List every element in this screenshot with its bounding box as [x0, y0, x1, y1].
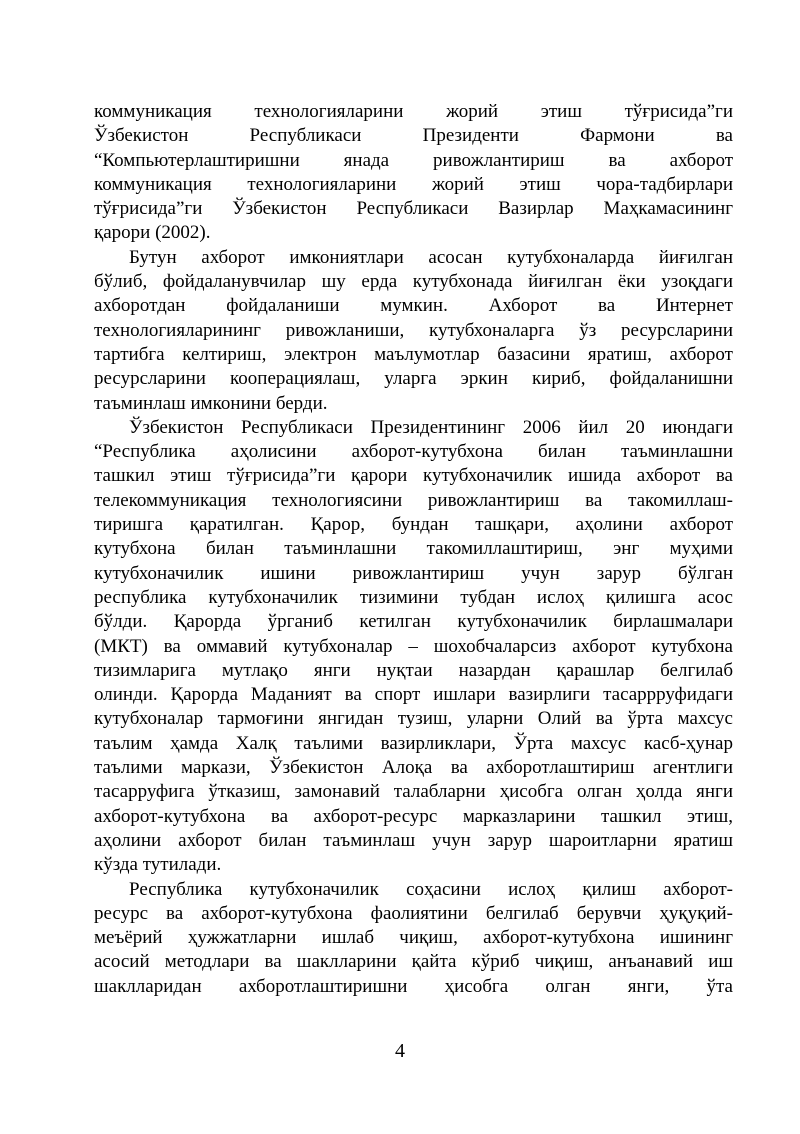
text-line: тасарруфига ўтказиш, замонавий талабларни ҳисобга олган ҳолда янги	[94, 781, 733, 803]
paragraph	[94, 878, 733, 999]
paragraph	[94, 246, 733, 416]
text-line: ресурсларини кооперациялаш, уларга эркин кириб, фойдаланишни	[94, 368, 733, 390]
text-line: кўзда тутилади.	[94, 854, 222, 876]
text-line: телекоммуникация технологиясини ривожлантириш ва такомиллаш-	[94, 489, 733, 511]
text-line: асосий методлари ва шаклларини қайта кўриб чиқиш, анъанавий иш	[94, 951, 733, 973]
text-line: Ўзбекистон Республикаси Президенти Фармони ва	[94, 125, 733, 147]
text-line: кутубхона билан таъминлашни такомиллаштириш, энг муҳими	[94, 538, 733, 560]
text-line: аҳолини ахборот билан таъминлаш учун зарур шароитларни яратиш	[94, 829, 733, 851]
text-line: олинди. Қарорда Маданият ва спорт ишлари вазирлиги тасаррруфидаги	[94, 684, 733, 706]
text-line: коммуникация технологияларини жорий этиш чора-тадбирлари	[94, 173, 733, 195]
paragraph	[94, 416, 733, 878]
text-line: республика кутубхоначилик тизимини тубдан ислоҳ қилишга асос	[94, 586, 733, 608]
text-line: “Компьютерлаштиришни янада ривожлантириш ва ахборот	[94, 149, 733, 171]
text-line: тизимларига мутлақо янги нуқтаи назардан қарашлар белгилаб	[94, 659, 733, 681]
text-line: шаклларидан ахборотлаштиришни ҳисобга олган янги, ўта	[94, 975, 733, 997]
page-number: 4	[395, 1040, 405, 1062]
text-line: таълим ҳамда Халқ таълими вазирликлари, Ўрта махсус касб-ҳунар	[94, 732, 733, 754]
text-line: таълими маркази, Ўзбекистон Алоқа ва ахборотлаштириш агентлиги	[94, 757, 733, 779]
text-line: Бутун ахборот имкониятлари асосан кутубхоналарда йиғилган	[129, 246, 733, 268]
text-line: ахборот-кутубхона ва ахборот-ресурс марказларини ташкил этиш,	[94, 805, 733, 827]
text-line: қарори (2002).	[94, 222, 211, 244]
text-line: тиришга қаратилган. Қарор, бундан ташқари, аҳолини ахборот	[94, 514, 733, 536]
text-line: таъминлаш имконини берди.	[94, 392, 328, 414]
text-line: Республика кутубхоначилик соҳасини ислоҳ қилиш ахборот-	[129, 878, 733, 900]
text-line: ресурс ва ахборот-кутубхона фаолиятини белгилаб берувчи ҳуқуқий-	[94, 902, 733, 924]
text-line: (МКТ) ва оммавий кутубхоналар – шохобчаларсиз ахборот кутубхона	[94, 635, 733, 657]
text-line: ташкил этиш тўғрисида”ги қарори кутубхоначилик ишида ахборот ва	[94, 465, 733, 487]
text-line: кутубхоначилик ишини ривожлантириш учун зарур бўлган	[94, 562, 733, 584]
text-line: тўғрисида”ги Ўзбекистон Республикаси Вазирлар Маҳкамасининг	[94, 198, 733, 220]
text-line: кутубхоналар тармоғини янгидан тузиш, уларни Олий ва ўрта махсус	[94, 708, 733, 730]
paragraph	[94, 100, 733, 246]
text-line: Ўзбекистон Республикаси Президентининг 2006 йил 20 июндаги	[129, 416, 733, 438]
document-body	[94, 100, 733, 999]
text-line: меъёрий ҳужжатларни ишлаб чиқиш, ахборот-кутубхона ишининг	[94, 927, 733, 949]
text-line: “Республика аҳолисини ахборот-кутубхона билан таъминлашни	[94, 441, 733, 463]
text-line: технологияларининг ривожланиши, кутубхоналарга ўз ресурсларини	[94, 319, 733, 341]
text-line: бўлди. Қарорда ўрганиб кетилган кутубхоначилик бирлашмалари	[94, 611, 733, 633]
text-line: коммуникация технологияларини жорий этиш тўғрисида”ги	[94, 101, 733, 122]
text-line: ахборотдан фойдаланиши мумкин. Ахборот ва Интернет	[94, 295, 733, 317]
text-line: бўлиб, фойдаланувчилар шу ерда кутубхонада йиғилган ёки узоқдаги	[94, 271, 733, 293]
text-line: тартибга келтириш, электрон маълумотлар базасини яратиш, ахборот	[94, 343, 733, 365]
